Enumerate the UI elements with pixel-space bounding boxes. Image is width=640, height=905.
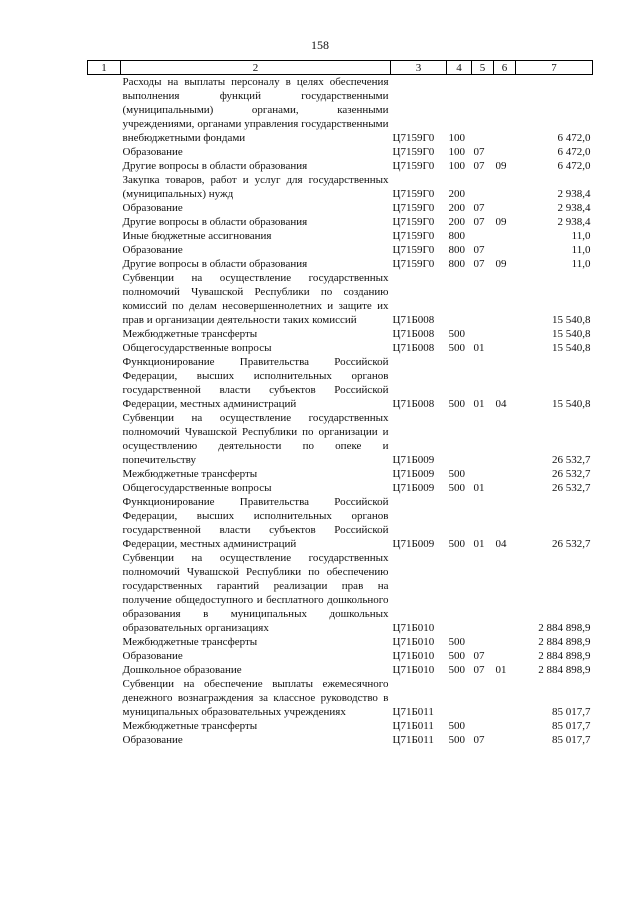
- target-article-cell: Ц71Б010: [392, 622, 435, 634]
- row-name-cell: Образование: [122, 244, 183, 256]
- section-cell: 07: [473, 734, 485, 746]
- target-article-cell: Ц7159Г0: [392, 202, 435, 214]
- row-index-cell: [88, 159, 121, 173]
- section-cell: [472, 173, 494, 201]
- row-index-cell: [88, 341, 121, 355]
- row-index-cell: [88, 551, 121, 635]
- budget-table: [87, 60, 593, 747]
- expense-type-cell: 500: [448, 538, 465, 550]
- target-article-cell: Ц71Б008: [392, 342, 435, 354]
- header-row: [88, 61, 593, 75]
- table-row: [88, 411, 593, 467]
- subsection-cell: [494, 481, 516, 495]
- subsection-cell: [494, 411, 516, 467]
- row-index-cell: [88, 649, 121, 663]
- section-cell: 07: [473, 258, 485, 270]
- table-row: [88, 271, 593, 327]
- row-index-cell: [88, 201, 121, 215]
- table-row: [88, 145, 593, 159]
- subsection-cell: [494, 173, 516, 201]
- row-index-cell: [88, 663, 121, 677]
- amount-cell: 26 532,7: [552, 468, 591, 480]
- amount-cell: 2 884 898,9: [538, 664, 591, 676]
- subsection-cell: [494, 75, 516, 146]
- section-cell: [472, 75, 494, 146]
- subsection-cell: 09: [495, 258, 507, 270]
- subsection-cell: [494, 635, 516, 649]
- expense-type-cell: 100: [448, 160, 465, 172]
- column-header: 2: [121, 61, 391, 75]
- target-article-cell: Ц71Б008: [392, 328, 435, 340]
- subsection-cell: [494, 341, 516, 355]
- column-header: 5: [472, 61, 494, 75]
- section-cell: 07: [473, 650, 485, 662]
- expense-type-cell: [447, 551, 472, 635]
- row-name-cell: Функционирование Правительства Российской Федерации, высших исполнительных органов государственной власти субъектов Российской Федерации, местных администраций: [122, 356, 389, 410]
- expense-type-cell: 100: [448, 146, 465, 158]
- amount-cell: 15 540,8: [552, 328, 591, 340]
- target-article-cell: Ц71Б009: [392, 468, 435, 480]
- amount-cell: 85 017,7: [552, 734, 591, 746]
- amount-cell: 6 472,0: [557, 146, 591, 158]
- table-row: [88, 467, 593, 481]
- row-name-cell: Образование: [122, 146, 183, 158]
- row-name-cell: Субвенции на осуществление государственных полномочий Чувашской Республики по организации и осуществлению деятельности по опеке и попечительству: [122, 412, 389, 466]
- expense-type-cell: 500: [448, 720, 465, 732]
- table-row: [88, 243, 593, 257]
- expense-type-cell: 500: [448, 636, 465, 648]
- row-name-cell: Общегосударственные вопросы: [122, 342, 272, 354]
- row-name-cell: Закупка товаров, работ и услуг для государственных (муниципальных) нужд: [122, 174, 389, 200]
- target-article-cell: Ц71Б010: [392, 636, 435, 648]
- row-index-cell: [88, 243, 121, 257]
- row-index-cell: [88, 355, 121, 411]
- row-index-cell: [88, 495, 121, 551]
- target-article-cell: Ц7159Г0: [392, 216, 435, 228]
- row-name-cell: Общегосударственные вопросы: [122, 482, 272, 494]
- expense-type-cell: 200: [448, 202, 465, 214]
- row-name-cell: Образование: [122, 734, 183, 746]
- subsection-cell: [494, 733, 516, 747]
- amount-cell: 85 017,7: [552, 706, 591, 718]
- amount-cell: 11,0: [571, 258, 591, 270]
- table-row: [88, 355, 593, 411]
- amount-cell: 2 938,4: [557, 216, 591, 228]
- section-cell: [472, 635, 494, 649]
- subsection-cell: [494, 145, 516, 159]
- target-article-cell: Ц71Б008: [392, 398, 435, 410]
- amount-cell: 2 884 898,9: [538, 636, 591, 648]
- row-name-cell: Образование: [122, 650, 183, 662]
- target-article-cell: Ц7159Г0: [392, 244, 435, 256]
- expense-type-cell: [447, 271, 472, 327]
- amount-cell: 15 540,8: [552, 342, 591, 354]
- expense-type-cell: 800: [448, 244, 465, 256]
- row-index-cell: [88, 719, 121, 733]
- target-article-cell: Ц71Б011: [392, 706, 434, 718]
- subsection-cell: [494, 677, 516, 719]
- row-index-cell: [88, 75, 121, 146]
- table-row: [88, 649, 593, 663]
- column-header: 1: [88, 61, 121, 75]
- subsection-cell: [494, 243, 516, 257]
- page-number: 158: [311, 38, 329, 52]
- target-article-cell: Ц7159Г0: [392, 132, 435, 144]
- amount-cell: 2 938,4: [557, 202, 591, 214]
- row-index-cell: [88, 145, 121, 159]
- table-row: [88, 677, 593, 719]
- target-article-cell: Ц71Б009: [392, 454, 435, 466]
- subsection-cell: [494, 201, 516, 215]
- amount-cell: 15 540,8: [552, 314, 591, 326]
- row-index-cell: [88, 481, 121, 495]
- target-article-cell: Ц71Б010: [392, 650, 435, 662]
- column-header: 4: [447, 61, 472, 75]
- section-cell: 01: [473, 342, 485, 354]
- target-article-cell: Ц71Б011: [392, 720, 434, 732]
- amount-cell: 15 540,8: [552, 398, 591, 410]
- row-name-cell: Субвенции на обеспечение выплаты ежемесячного денежного вознаграждения за классное руководство в муниципальных образовательных учреждениях: [122, 678, 389, 718]
- table-row: [88, 173, 593, 201]
- amount-cell: 6 472,0: [557, 132, 591, 144]
- row-index-cell: [88, 271, 121, 327]
- table-row: [88, 719, 593, 733]
- section-cell: [472, 411, 494, 467]
- expense-type-cell: 100: [448, 132, 465, 144]
- subsection-cell: [494, 327, 516, 341]
- row-index-cell: [88, 635, 121, 649]
- table-row: [88, 215, 593, 229]
- expense-type-cell: 500: [448, 328, 465, 340]
- expense-type-cell: 500: [448, 650, 465, 662]
- row-name-cell: Функционирование Правительства Российской Федерации, высших исполнительных органов государственной власти субъектов Российской Федерации, местных администраций: [122, 496, 389, 550]
- subsection-cell: 01: [495, 664, 507, 676]
- section-cell: 01: [473, 482, 485, 494]
- target-article-cell: Ц71Б011: [392, 734, 434, 746]
- amount-cell: 6 472,0: [557, 160, 591, 172]
- table-row: [88, 663, 593, 677]
- target-article-cell: Ц7159Г0: [392, 188, 435, 200]
- target-article-cell: Ц7159Г0: [392, 258, 435, 270]
- row-name-cell: Другие вопросы в области образования: [122, 258, 308, 270]
- section-cell: 01: [473, 398, 485, 410]
- row-name-cell: Межбюджетные трансферты: [122, 468, 258, 480]
- row-index-cell: [88, 467, 121, 481]
- row-name-cell: Другие вопросы в области образования: [122, 160, 308, 172]
- subsection-cell: 09: [495, 160, 507, 172]
- expense-type-cell: 200: [448, 216, 465, 228]
- target-article-cell: Ц7159Г0: [392, 230, 435, 242]
- row-name-cell: Образование: [122, 202, 183, 214]
- row-name-cell: Межбюджетные трансферты: [122, 328, 258, 340]
- amount-cell: 2 938,4: [557, 188, 591, 200]
- column-header: 3: [391, 61, 447, 75]
- row-name-cell: Межбюджетные трансферты: [122, 720, 258, 732]
- target-article-cell: Ц71Б008: [392, 314, 435, 326]
- subsection-cell: [494, 649, 516, 663]
- section-cell: [472, 467, 494, 481]
- section-cell: 07: [473, 664, 485, 676]
- row-name-cell: Иные бюджетные ассигнования: [122, 230, 272, 242]
- expense-type-cell: 500: [448, 342, 465, 354]
- section-cell: [472, 327, 494, 341]
- amount-cell: 11,0: [571, 244, 591, 256]
- table-row: [88, 159, 593, 173]
- expense-type-cell: 500: [448, 664, 465, 676]
- row-name-cell: Дошкольное образование: [122, 664, 242, 676]
- target-article-cell: Ц7159Г0: [392, 160, 435, 172]
- section-cell: 07: [473, 146, 485, 158]
- section-cell: [472, 677, 494, 719]
- table-row: [88, 257, 593, 271]
- table-row: [88, 327, 593, 341]
- row-name-cell: Субвенции на осуществление государственных полномочий Чувашской Республики по обеспечению государственных гарантий реализации прав на получение общедоступного и бесплатного дошкольного образования в муниципальных дошкольных образовательных организациях: [122, 552, 389, 634]
- section-cell: 01: [473, 538, 485, 550]
- row-index-cell: [88, 411, 121, 467]
- table-row: [88, 341, 593, 355]
- subsection-cell: 04: [495, 538, 507, 550]
- target-article-cell: Ц71Б009: [392, 482, 435, 494]
- subsection-cell: [494, 271, 516, 327]
- section-cell: [472, 719, 494, 733]
- table-row: [88, 75, 593, 146]
- subsection-cell: [494, 467, 516, 481]
- amount-cell: 85 017,7: [552, 720, 591, 732]
- amount-cell: 26 532,7: [552, 454, 591, 466]
- section-cell: [472, 229, 494, 243]
- target-article-cell: Ц71Б010: [392, 664, 435, 676]
- table-row: [88, 481, 593, 495]
- row-name-cell: Расходы на выплаты персоналу в целях обеспечения выполнения функций государственными (муниципальными) органами, казенными учреждениями, органами управления государственными внебюджетными фондами: [122, 76, 389, 144]
- row-index-cell: [88, 229, 121, 243]
- subsection-cell: 09: [495, 216, 507, 228]
- amount-cell: 26 532,7: [552, 538, 591, 550]
- section-cell: 07: [473, 216, 485, 228]
- subsection-cell: [494, 719, 516, 733]
- row-name-cell: Межбюджетные трансферты: [122, 636, 258, 648]
- table-row: [88, 201, 593, 215]
- column-header: 7: [516, 61, 593, 75]
- amount-cell: 11,0: [571, 230, 591, 242]
- row-index-cell: [88, 215, 121, 229]
- target-article-cell: Ц7159Г0: [392, 146, 435, 158]
- expense-type-cell: 800: [448, 258, 465, 270]
- row-index-cell: [88, 173, 121, 201]
- amount-cell: 26 532,7: [552, 482, 591, 494]
- row-index-cell: [88, 327, 121, 341]
- table-row: [88, 495, 593, 551]
- row-index-cell: [88, 733, 121, 747]
- section-cell: [472, 271, 494, 327]
- row-index-cell: [88, 677, 121, 719]
- expense-type-cell: 500: [448, 468, 465, 480]
- subsection-cell: 04: [495, 398, 507, 410]
- column-header: 6: [494, 61, 516, 75]
- expense-type-cell: 200: [448, 188, 465, 200]
- table-row: [88, 229, 593, 243]
- expense-type-cell: 500: [448, 734, 465, 746]
- amount-cell: 2 884 898,9: [538, 650, 591, 662]
- table-row: [88, 635, 593, 649]
- table-row: [88, 733, 593, 747]
- row-name-cell: Субвенции на осуществление государственных полномочий Чувашской Республики по созданию комиссий по делам несовершеннолетних и защите их прав и организации деятельности таких комиссий: [122, 272, 389, 326]
- table-row: [88, 551, 593, 635]
- expense-type-cell: 800: [448, 230, 465, 242]
- amount-cell: 2 884 898,9: [538, 622, 591, 634]
- target-article-cell: Ц71Б009: [392, 538, 435, 550]
- row-index-cell: [88, 257, 121, 271]
- row-name-cell: Другие вопросы в области образования: [122, 216, 308, 228]
- expense-type-cell: [447, 677, 472, 719]
- section-cell: 07: [473, 202, 485, 214]
- subsection-cell: [494, 551, 516, 635]
- section-cell: 07: [473, 244, 485, 256]
- subsection-cell: [494, 229, 516, 243]
- expense-type-cell: 500: [448, 482, 465, 494]
- section-cell: 07: [473, 160, 485, 172]
- expense-type-cell: 500: [448, 398, 465, 410]
- section-cell: [472, 551, 494, 635]
- expense-type-cell: [447, 411, 472, 467]
